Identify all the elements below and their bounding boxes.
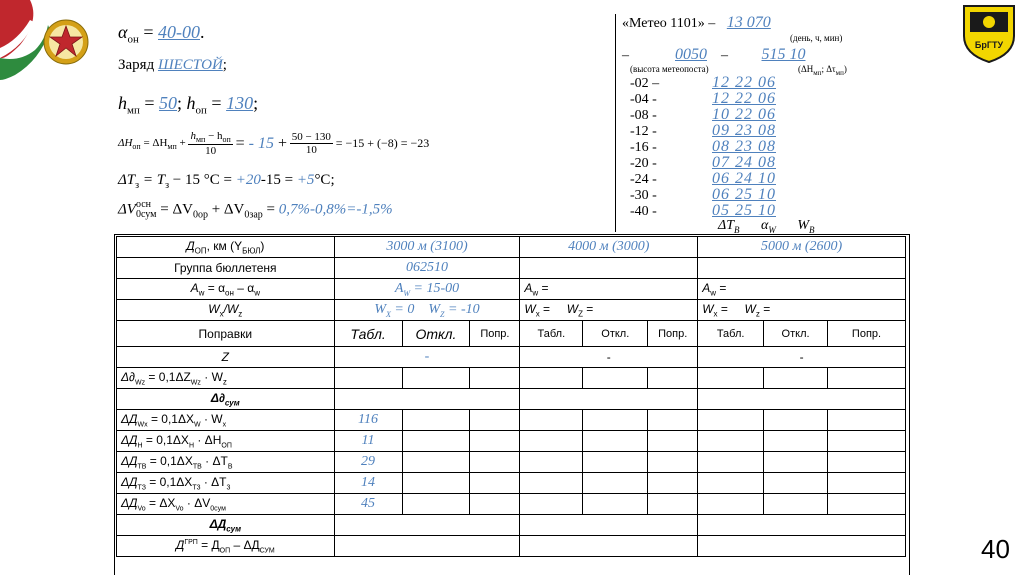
col-table-header: Табл. (334, 321, 402, 347)
table-row (117, 258, 906, 279)
range-4000: 4000 м (3000) (520, 237, 698, 258)
wxz-empty: $W_x$ = $W_Z$ = (520, 300, 698, 321)
meteo-row-value: 06 24 10 (712, 170, 776, 187)
meteo-row-value: 10 22 06 (712, 106, 776, 123)
row-value: 45 (334, 494, 402, 515)
row-value: 14 (334, 473, 402, 494)
meteo-divider (615, 14, 616, 232)
meteo-row-value: 05 25 10 (712, 202, 776, 219)
z-value: - (520, 347, 698, 368)
row-label: $\Delta Д_{ТВ} = 0,1\Delta X_{TB} \cdot \Delta T_B$ (117, 452, 335, 473)
col-table-header: Табл. (698, 321, 764, 347)
meteo-row: -04 - (630, 92, 657, 107)
meteo-title-hint: (день, ч, мин) (790, 33, 843, 43)
meteo-row-value: 12 22 06 (712, 74, 776, 91)
aw-empty: $A_w$ = (698, 279, 906, 300)
meteo-title: «Метео 1101» – 13 070 (622, 14, 771, 31)
table-row (117, 300, 906, 321)
row-value: 29 (334, 452, 402, 473)
page-number: 40 (981, 534, 1010, 564)
wxz-label: $W_x/W_z$ (117, 300, 335, 321)
meteo-row: -08 - (630, 108, 657, 123)
d-sum-label: $\Delta\partial_{сум}$ (117, 389, 335, 410)
table-row (117, 279, 906, 300)
meteo-row-value: 07 24 08 (712, 154, 776, 171)
header-range-label: $Д_{ОП}$, км $(Y_{БЮЛ})$ (117, 237, 335, 258)
col-corr-header: Попр. (828, 321, 906, 347)
group-label: Группа бюллетеня (117, 258, 335, 279)
aw-label: $A_w = \alpha_{он} - \alpha_w$ (117, 279, 335, 300)
meteo-row-value: 08 23 08 (712, 138, 776, 155)
meteo-row-value: 09 23 08 (712, 122, 776, 139)
table-row (117, 473, 906, 494)
meteo-row: -12 - (630, 124, 657, 139)
meteo-row: -16 - (630, 140, 657, 155)
col-dev-header: Откл. (402, 321, 470, 347)
calc-table (116, 236, 906, 557)
table-row (117, 410, 906, 431)
meteo-row: -24 - (630, 172, 657, 187)
table-row (117, 389, 906, 410)
corrections-label: Поправки (117, 321, 335, 347)
meteo-footer: $\Delta T_B$ $\alpha_W$ $W_B$ (718, 218, 815, 235)
range-3000: 3000 м (3100) (334, 237, 520, 258)
meteo-row-value: 06 25 10 (712, 186, 776, 203)
z-value: - (334, 347, 520, 368)
formula-charge: Заряд ШЕСТОЙ; (118, 57, 227, 73)
range-5000: 5000 м (2600) (698, 237, 906, 258)
meteo-row: -40 - (630, 204, 657, 219)
aw-value: $A_W = 15-00$ (334, 279, 520, 300)
meteo-row: -20 - (630, 156, 657, 171)
group-value: 062510 (334, 258, 520, 279)
d-wz-label: $\Delta\partial_{Wz} = 0,1\Delta Z_{Wz} \cdot W_z$ (117, 368, 335, 389)
aw-empty: $A_w$ = (520, 279, 698, 300)
meteo-row: -02 – (630, 76, 660, 91)
row-label: $\Delta Д_{ТЗ} = 0,1\Delta X_{T3} \cdot \Delta T_3$ (117, 473, 335, 494)
meteo-dh-hint: ($\Delta H_{мп}$; $\Delta\tau_{мп}$) (798, 64, 847, 77)
wxz-empty: $W_x$ = $W_z$ = (698, 300, 906, 321)
wxz-value: $W_X = 0$ $W_Z = -10$ (334, 300, 520, 321)
meteo-row-value: 12 22 06 (712, 90, 776, 107)
row-value: 116 (334, 410, 402, 431)
formula-alpha-on: $\alpha_{он} = 40-00$. (118, 22, 205, 46)
table-row (117, 237, 906, 258)
table-row (117, 431, 906, 452)
z-label: Z (117, 347, 335, 368)
col-corr-header: Попр. (648, 321, 698, 347)
university-shield-logo (960, 2, 1018, 64)
meteo-altitude: – 0050 – 515 10 (622, 46, 806, 63)
z-value: - (698, 347, 906, 368)
table-row (117, 368, 906, 389)
col-corr-header: Попр. (470, 321, 520, 347)
last-row-label: $Д^{ГРП} = Д_{ОП} - \Delta Д_{СУМ}$ (117, 536, 335, 557)
col-dev-header: Откл. (764, 321, 828, 347)
table-row (117, 452, 906, 473)
meteo-rows (630, 76, 880, 221)
formula-delta-t: $\Delta T_з = T_з - 15$ °C = +20-15 = +5°C; (118, 172, 335, 191)
svg-text:БрГТУ: БрГТУ (974, 40, 1004, 50)
formula-heights: $h_{мп} = 50$; $h_{оп} = 130$; (118, 93, 259, 117)
table-row (117, 536, 906, 557)
row-label: $\Delta Д_{Wx} = 0,1\Delta X_W \cdot W_x$ (117, 410, 335, 431)
D-sum-label: $\Delta Д_{сум}$ (117, 515, 335, 536)
table-row (117, 494, 906, 515)
table-row (117, 515, 906, 536)
star-emblem-icon (42, 18, 90, 66)
meteo-row: -30 - (630, 188, 657, 203)
formula-delta-v: ΔV осн 0сум = $\Delta V_{0ор} + \Delta V_{0зар} = 0,7\%-0,8\%=-1,5\%$ (118, 199, 393, 221)
col-table-header: Табл. (520, 321, 583, 347)
table-row (117, 321, 906, 347)
row-label: $\Delta Д_Н = 0,1\Delta X_H \cdot \Delta H_{ОП}$ (117, 431, 335, 452)
table-row (117, 347, 906, 368)
row-value: 11 (334, 431, 402, 452)
col-dev-header: Откл. (583, 321, 648, 347)
formula-delta-h: $\Delta H_{оп} = \Delta H_{мп}$ + $h_{мп} - h_{оп}$ 10 = - 15 + $\frac{50 - 130}{10}$ = −15 + (−8) = −23 (118, 130, 430, 158)
row-label: $\Delta Д_{Vo} = \Delta X_{Vo} \cdot \Delta V_{0сум}$ (117, 494, 335, 515)
meteo-altitude-hint: (высота метеопоста) (630, 64, 709, 74)
